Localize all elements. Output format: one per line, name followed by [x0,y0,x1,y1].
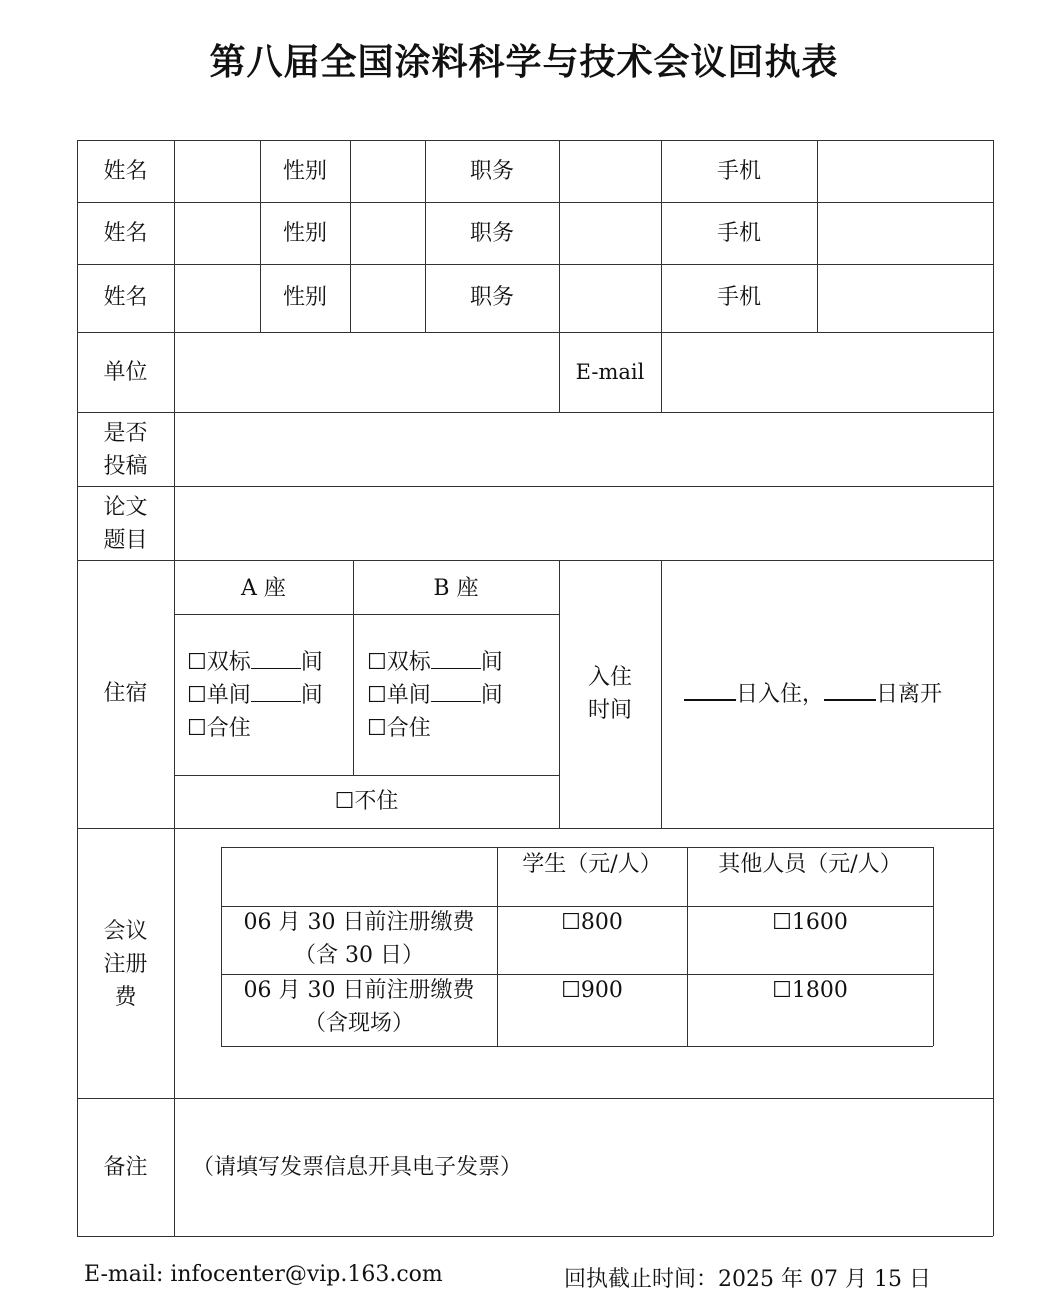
checkbox-icon: ☐ [367,650,387,675]
contact-email: E-mail: infocenter@vip.163.com [84,1262,443,1287]
checkbox-icon: ☐ [367,716,387,741]
student-fee-800-option[interactable]: ☐800 [561,910,623,935]
checkin-label-line2: 时间 [587,698,632,723]
fee-row-desc-line1: 06 月 30 日前注册缴费 [243,910,475,935]
divider [77,560,993,561]
checkin-label-line1: 入住 [587,665,632,690]
fee-label-line3: 费 [114,985,137,1010]
deadline-text: 回执截止时间：2025 年 07 月 15 日 [564,1267,931,1292]
divider [77,828,993,829]
position-field[interactable] [560,265,661,332]
lodging-label: 住宿 [103,681,148,706]
building-b-header: B 座 [433,576,479,601]
position-field[interactable] [560,141,661,202]
checkbox-icon: ☐ [187,716,207,741]
paper-title-field[interactable] [175,487,993,560]
paper-label-line1: 论文 [103,495,148,520]
name-field[interactable] [175,203,260,264]
fee-label-line1: 会议 [103,919,148,944]
name-label: 姓名 [103,221,148,246]
b-single-count-field[interactable] [431,679,481,702]
remarks-label: 备注 [103,1155,148,1180]
page-title: 第八届全国涂料科学与技术会议回执表 [209,41,839,83]
student-column-header: 学生（元/人） [522,852,662,877]
position-label: 职务 [469,159,514,184]
gender-field[interactable] [351,141,425,202]
checkbox-icon: ☐ [187,650,207,675]
no-lodging-option[interactable]: ☐不住 [334,789,399,814]
fee-label-line2: 注册 [103,952,148,977]
remarks-text: （请填写发票信息开具电子发票） [192,1155,523,1180]
fee-row-desc-line2: （含 30 日） [294,943,424,968]
fee-row-desc-line1: 06 月 30 日前注册缴费 [243,978,475,1003]
submit-label-line1: 是否 [103,421,148,446]
fee-row-desc-line2: （含现场） [303,1011,414,1036]
checkin-day-field[interactable] [684,679,736,701]
phone-field[interactable] [818,141,993,202]
divider [221,1046,933,1047]
phone-label: 手机 [716,221,761,246]
org-field[interactable] [175,333,559,412]
a-twin-option[interactable]: ☐双标 间 [187,646,323,679]
b-single-option[interactable]: ☐单间 间 [367,679,503,712]
gender-field[interactable] [351,265,425,332]
gender-field[interactable] [351,203,425,264]
phone-label: 手机 [716,285,761,310]
divider [174,614,559,615]
other-column-header: 其他人员（元/人） [718,852,902,877]
submit-label-line2: 投稿 [103,454,148,479]
phone-field[interactable] [818,203,993,264]
gender-label: 性别 [282,159,327,184]
phone-field[interactable] [818,265,993,332]
checkbox-icon: ☐ [367,683,387,708]
b-share-option[interactable]: ☐合住 [367,716,431,741]
other-fee-1600-option[interactable]: ☐1600 [772,910,848,935]
submit-field[interactable] [175,413,993,486]
name-field[interactable] [175,141,260,202]
divider [661,560,662,828]
checkin-dates: 日入住， 日离开 [684,678,942,711]
fee-table [221,847,933,1046]
phone-label: 手机 [716,159,761,184]
checkbox-icon: ☐ [187,683,207,708]
student-fee-900-option[interactable]: ☐900 [561,978,623,1003]
other-fee-1800-option[interactable]: ☐1800 [772,978,848,1003]
email-label: E-mail [575,360,645,384]
name-field[interactable] [175,265,260,332]
position-label: 职务 [469,221,514,246]
a-single-option[interactable]: ☐单间 间 [187,679,323,712]
gender-label: 性别 [282,285,327,310]
gender-label: 性别 [282,221,327,246]
divider [174,775,559,776]
registration-form [77,140,993,1236]
divider [77,1098,993,1099]
b-twin-count-field[interactable] [431,646,481,669]
border-bottom [77,1236,993,1237]
a-single-count-field[interactable] [251,679,301,702]
position-field[interactable] [560,203,661,264]
a-twin-count-field[interactable] [251,646,301,669]
org-label: 单位 [103,360,148,385]
b-twin-option[interactable]: ☐双标 间 [367,646,503,679]
name-label: 姓名 [103,285,148,310]
email-field[interactable] [662,333,993,412]
name-label: 姓名 [103,159,148,184]
checkout-day-field[interactable] [824,679,876,701]
building-a-header: A 座 [241,576,286,601]
paper-label-line2: 题目 [103,528,148,553]
divider [933,847,934,1046]
position-label: 职务 [469,285,514,310]
a-share-option[interactable]: ☐合住 [187,716,251,741]
border-right [993,140,994,1236]
